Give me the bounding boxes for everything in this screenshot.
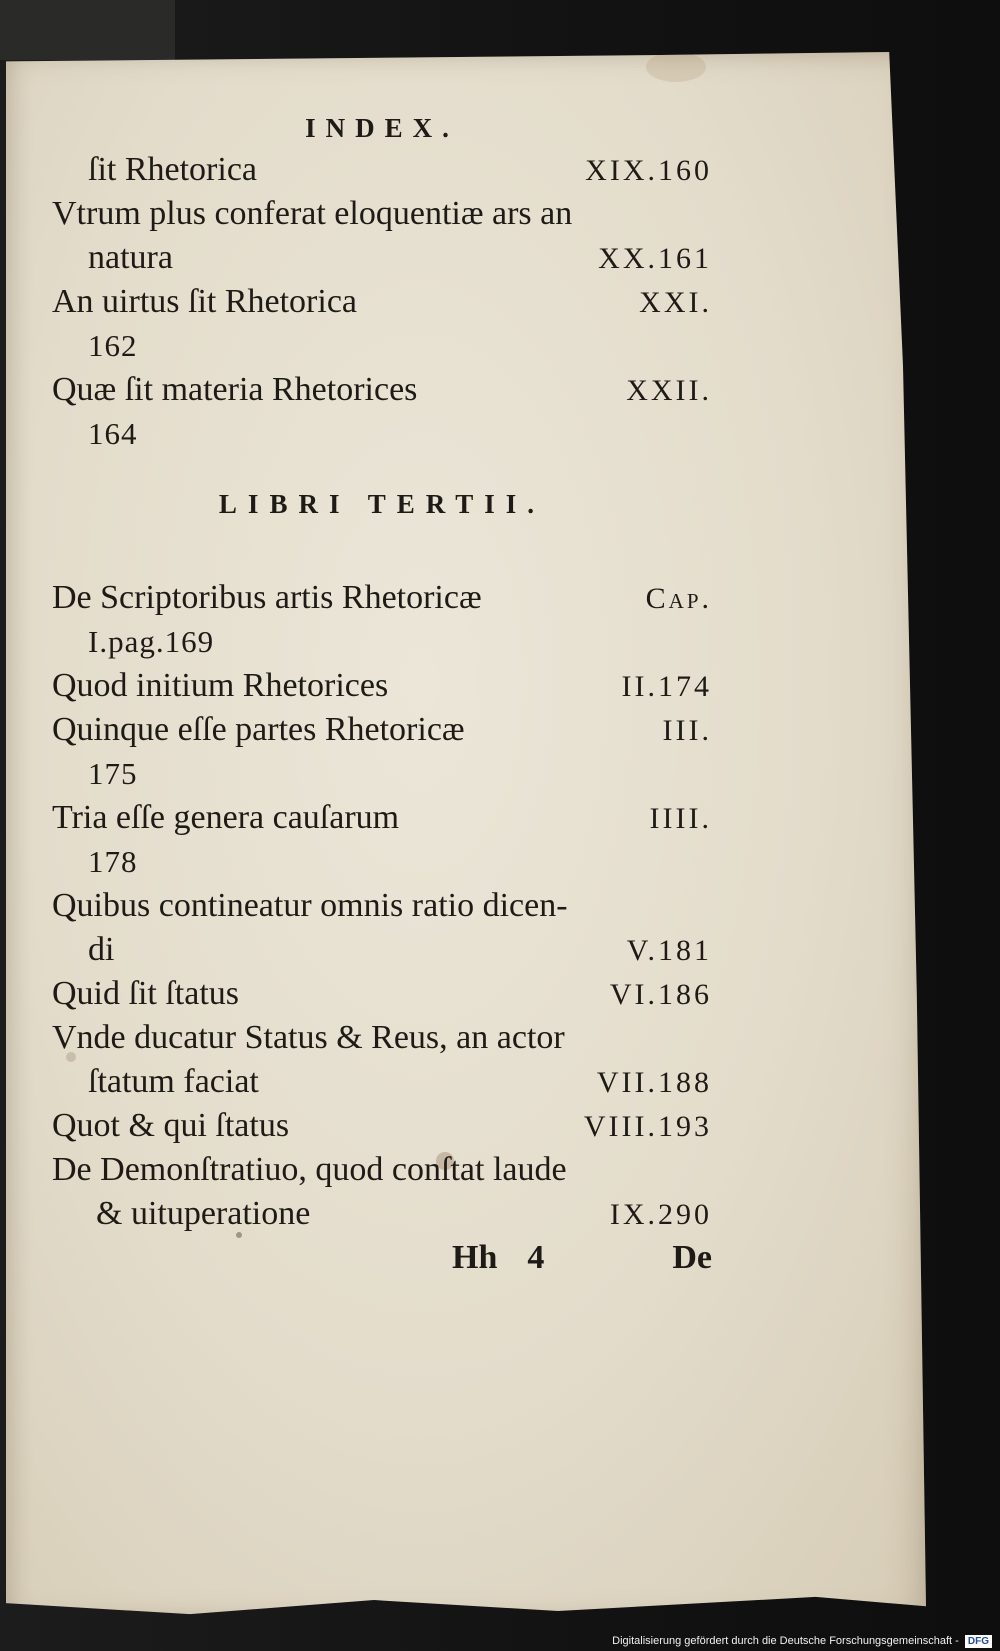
entry-number: VII.188 <box>596 1066 712 1099</box>
index-entry <box>52 1192 712 1236</box>
digitization-credit <box>612 1633 992 1649</box>
entry-number: Cap. <box>645 582 712 615</box>
entry-title: Quid ſit ſtatus <box>52 975 239 1012</box>
index-entry <box>52 1060 712 1104</box>
signature-mark: Hh <box>452 1239 498 1276</box>
entry-number: IX.290 <box>609 1198 712 1231</box>
entry-title: An uirtus ſit Rhetorica <box>52 283 358 320</box>
entry-number: II.174 <box>621 670 712 703</box>
index-entry <box>52 148 712 192</box>
entry-title: Quibus contineatur omnis ratio dicen- <box>52 887 568 924</box>
entry-title: & uituperatione <box>96 1195 311 1232</box>
entry-title: Quæ ſit materia Rhetorices <box>52 371 418 408</box>
index-entry <box>52 664 712 708</box>
entry-number: VI.186 <box>609 978 712 1011</box>
credit-text: Digitalisierung gefördert durch die Deutsche Forschungsgemeinschaft - <box>612 1635 959 1647</box>
entry-number: XXII. <box>626 374 712 407</box>
entry-continuation: 178 <box>88 844 138 879</box>
page-heading: INDEX. <box>305 113 459 143</box>
entry-title: Tria eſſe genera cauſarum <box>52 799 400 836</box>
dfg-logo: DFG <box>965 1635 992 1648</box>
entry-continuation: I.pag.169 <box>88 624 215 659</box>
page-footer <box>52 1236 712 1280</box>
entry-title: Quinque eſſe partes Rhetoricæ <box>52 711 465 748</box>
index-entry <box>52 576 712 620</box>
paper-stain <box>646 52 706 82</box>
entry-title: Vnde ducatur Status & Reus, an actor <box>52 1019 565 1056</box>
entry-continuation: 162 <box>88 328 138 363</box>
entry-title: ſit Rhetorica <box>88 151 258 188</box>
index-entry <box>52 884 712 928</box>
section-heading: LIBRI TERTII. <box>218 489 546 519</box>
entry-title: Vtrum plus conferat eloquentiæ ars an <box>52 195 573 232</box>
entry-title: di <box>88 931 115 968</box>
entry-number: V.181 <box>626 934 712 967</box>
entry-title: natura <box>88 239 173 276</box>
catchword: De <box>672 1239 712 1276</box>
entry-continuation: 175 <box>88 756 138 791</box>
entry-number: XX.161 <box>598 242 712 275</box>
entry-title: Quod initium Rhetorices <box>52 667 389 704</box>
entry-title: ſtatum faciat <box>88 1063 259 1100</box>
signature-number: 4 <box>527 1239 545 1276</box>
entry-number: VIII.193 <box>583 1110 712 1143</box>
entry-number: XXI. <box>639 286 712 319</box>
entry-title: De Scriptoribus artis Rhetoricæ <box>52 579 482 616</box>
entry-title: De Demonſtratiuo, quod conſtat laude <box>52 1151 567 1188</box>
index-entry <box>52 192 712 236</box>
index-entry <box>52 1016 712 1060</box>
index-entry <box>52 928 712 972</box>
entry-number: IIII. <box>649 802 712 835</box>
index-entry <box>52 236 712 280</box>
index-entry <box>52 972 712 1016</box>
index-text <box>52 108 712 1280</box>
entry-title: Quot & qui ſtatus <box>52 1107 290 1144</box>
index-entry <box>52 1104 712 1148</box>
entry-number: XIX.160 <box>585 154 712 187</box>
index-entry <box>52 1148 712 1192</box>
scan-edge-strip <box>0 0 175 60</box>
entry-number: III. <box>662 714 712 747</box>
index-entry <box>52 368 712 412</box>
index-entry <box>52 796 712 840</box>
index-entry <box>52 708 712 752</box>
index-entry <box>52 280 712 324</box>
entry-continuation: 164 <box>88 416 138 451</box>
